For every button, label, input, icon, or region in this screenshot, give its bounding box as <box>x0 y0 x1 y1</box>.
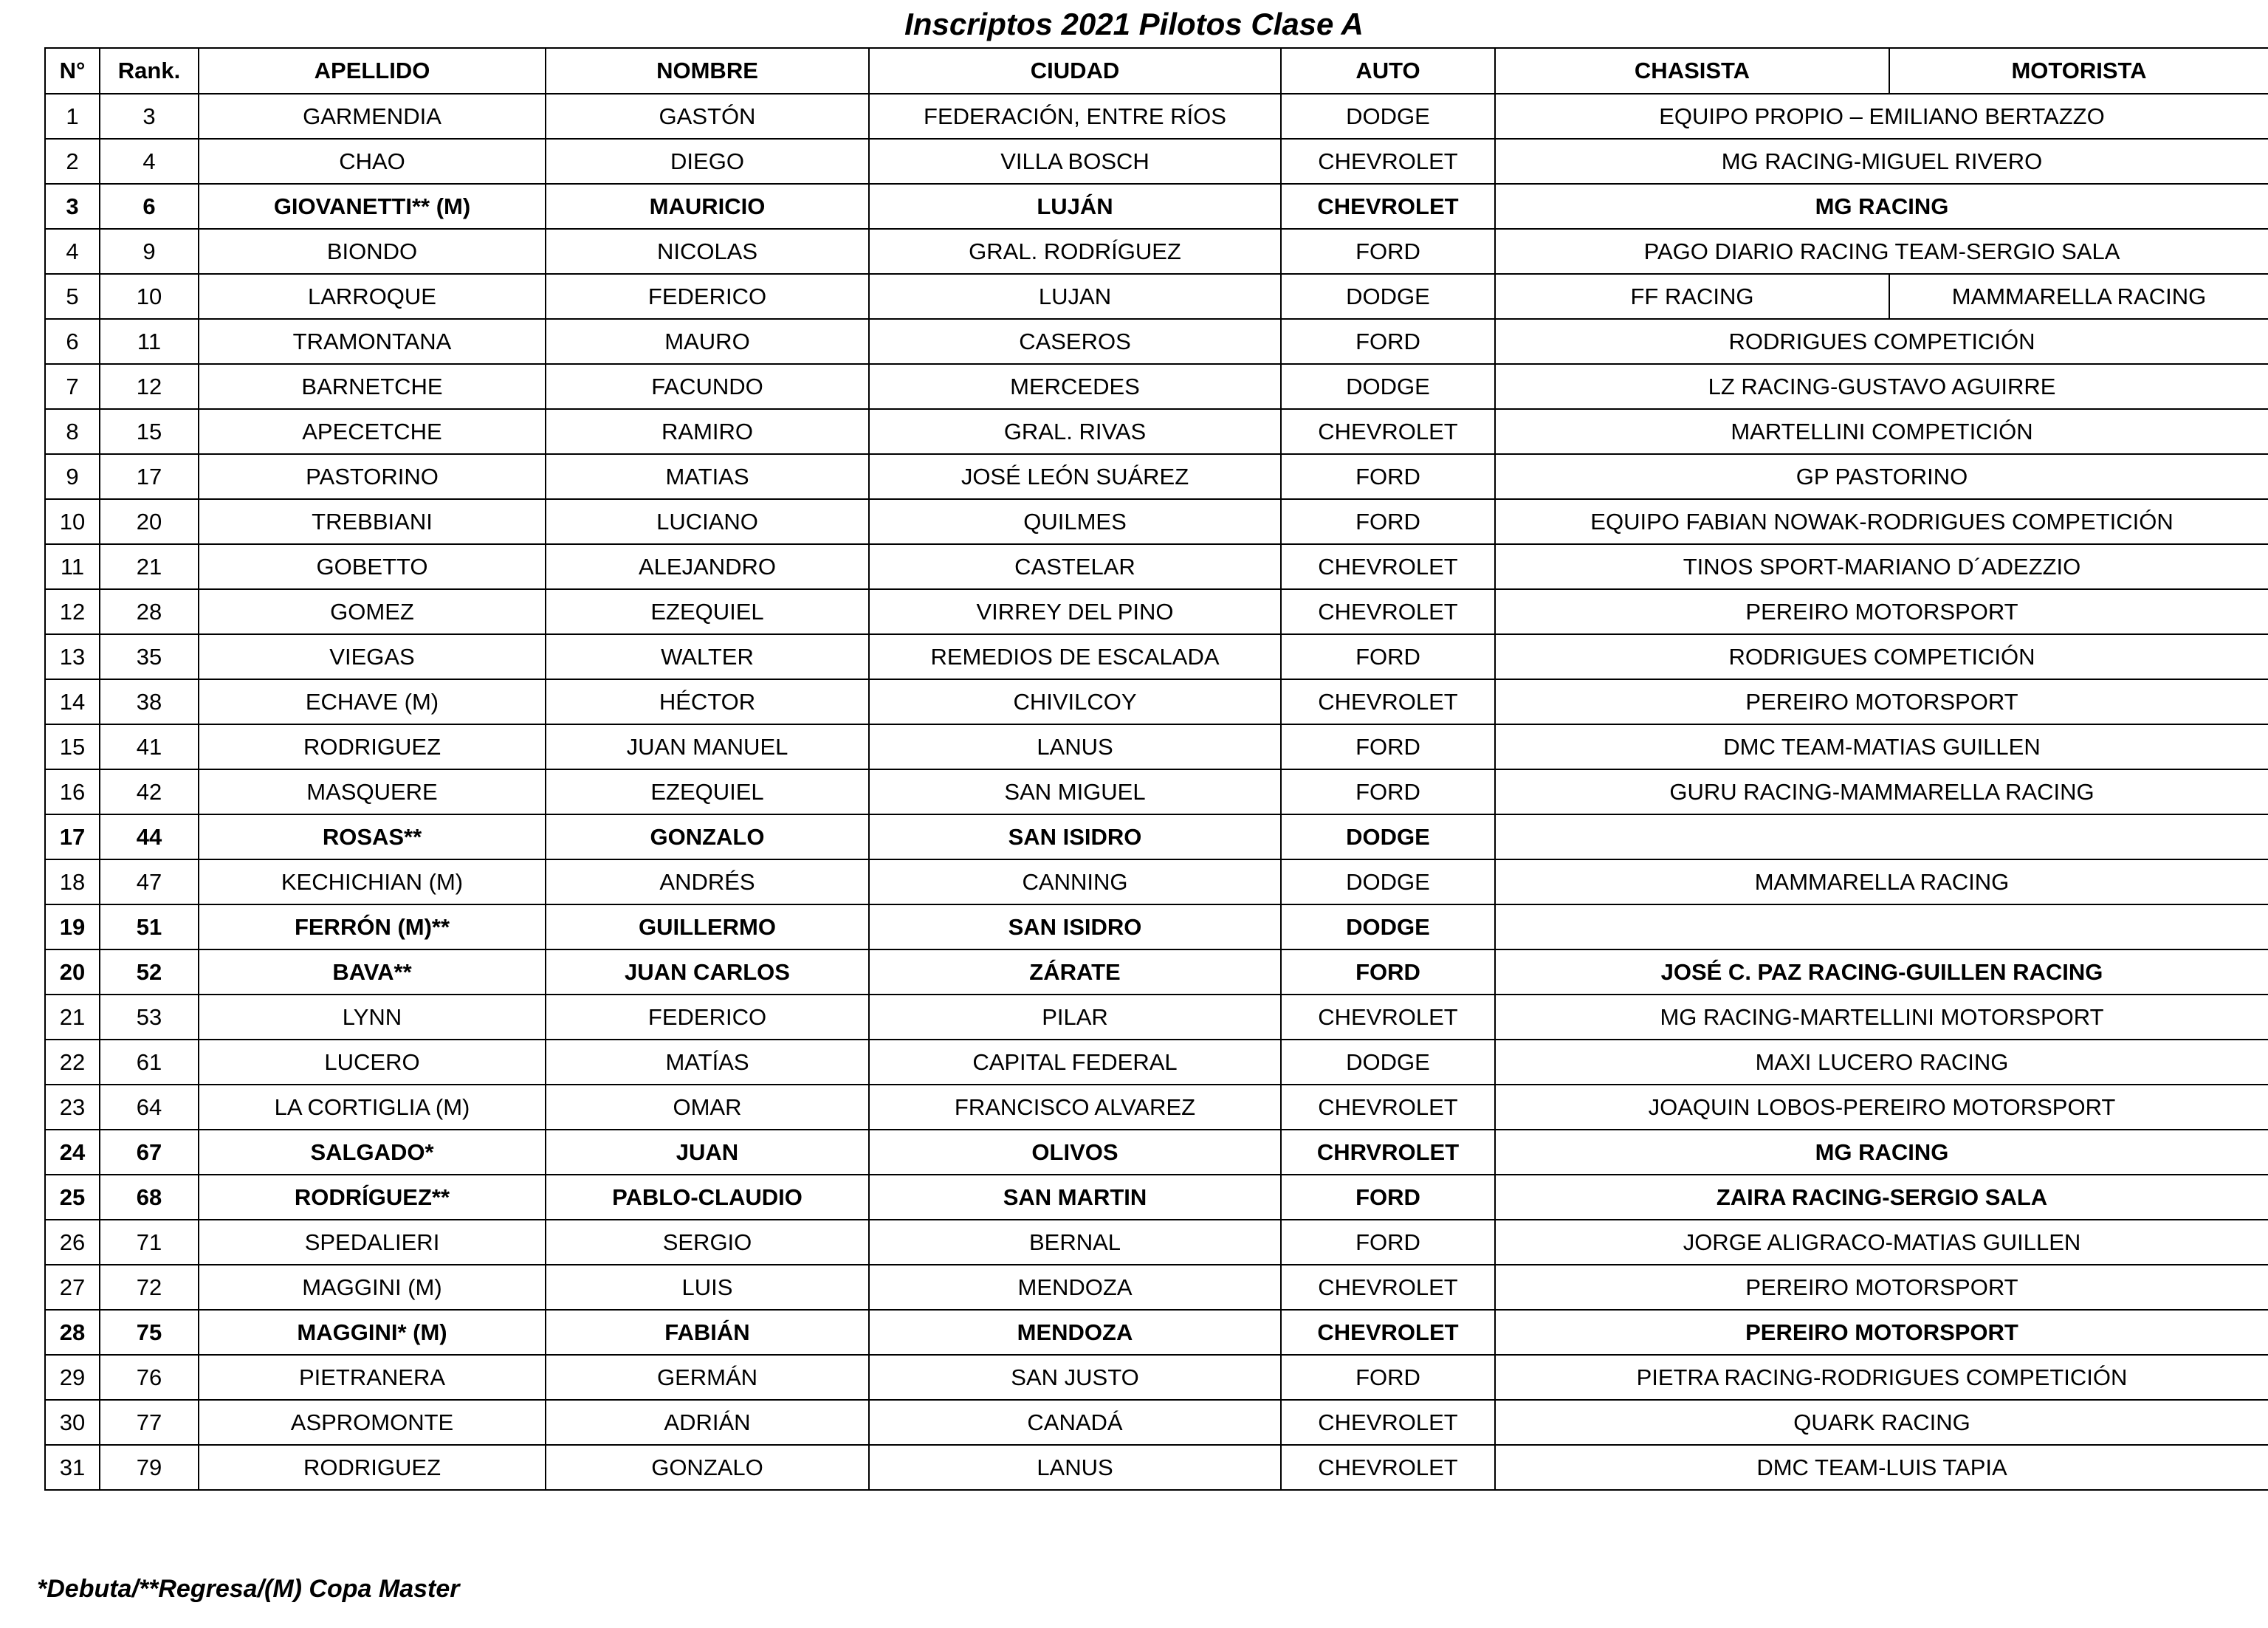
cell-num: 11 <box>45 544 100 589</box>
cell-team: QUARK RACING <box>1495 1400 2268 1445</box>
cell-num: 1 <box>45 94 100 139</box>
cell-num: 14 <box>45 679 100 724</box>
cell-ciudad: LUJAN <box>869 274 1281 319</box>
cell-num: 22 <box>45 1040 100 1085</box>
cell-team: PEREIRO MOTORSPORT <box>1495 679 2268 724</box>
cell-ciudad: GRAL. RIVAS <box>869 409 1281 454</box>
cell-apellido: ROSAS** <box>199 814 546 859</box>
cell-nombre: GUILLERMO <box>546 904 869 949</box>
table-row <box>45 769 2268 814</box>
cell-num: 20 <box>45 949 100 995</box>
cell-auto: CHEVROLET <box>1281 409 1495 454</box>
table-row <box>45 1085 2268 1130</box>
cell-apellido: ECHAVE (M) <box>199 679 546 724</box>
cell-team: MG RACING-MIGUEL RIVERO <box>1495 139 2268 184</box>
cell-num: 27 <box>45 1265 100 1310</box>
header-auto: AUTO <box>1281 48 1495 94</box>
cell-auto: CHEVROLET <box>1281 1400 1495 1445</box>
cell-team: PEREIRO MOTORSPORT <box>1495 589 2268 634</box>
cell-auto: DODGE <box>1281 274 1495 319</box>
cell-ciudad: LANUS <box>869 1445 1281 1490</box>
cell-apellido: LYNN <box>199 995 546 1040</box>
cell-ciudad: JOSÉ LEÓN SUÁREZ <box>869 454 1281 499</box>
header-num: N° <box>45 48 100 94</box>
cell-apellido: ASPROMONTE <box>199 1400 546 1445</box>
cell-auto: FORD <box>1281 499 1495 544</box>
cell-nombre: MATIAS <box>546 454 869 499</box>
cell-apellido: KECHICHIAN (M) <box>199 859 546 904</box>
cell-chasista: FF RACING <box>1495 274 1889 319</box>
cell-apellido: RODRÍGUEZ** <box>199 1175 546 1220</box>
cell-rank: 38 <box>100 679 199 724</box>
cell-rank: 3 <box>100 94 199 139</box>
cell-nombre: WALTER <box>546 634 869 679</box>
cell-auto: CHEVROLET <box>1281 1085 1495 1130</box>
cell-num: 23 <box>45 1085 100 1130</box>
cell-num: 6 <box>45 319 100 364</box>
cell-apellido: SALGADO* <box>199 1130 546 1175</box>
cell-auto: DODGE <box>1281 1040 1495 1085</box>
cell-apellido: RODRIGUEZ <box>199 1445 546 1490</box>
cell-auto: CHEVROLET <box>1281 1265 1495 1310</box>
table-row <box>45 499 2268 544</box>
cell-rank: 52 <box>100 949 199 995</box>
cell-team <box>1495 904 2268 949</box>
cell-rank: 17 <box>100 454 199 499</box>
drivers-table <box>44 47 2268 1491</box>
header-nombre: NOMBRE <box>546 48 869 94</box>
table-row <box>45 94 2268 139</box>
cell-rank: 64 <box>100 1085 199 1130</box>
cell-nombre: FACUNDO <box>546 364 869 409</box>
cell-ciudad: LUJÁN <box>869 184 1281 229</box>
cell-team: TINOS SPORT-MARIANO D´ADEZZIO <box>1495 544 2268 589</box>
cell-auto: DODGE <box>1281 364 1495 409</box>
cell-rank: 67 <box>100 1130 199 1175</box>
cell-num: 10 <box>45 499 100 544</box>
cell-apellido: LUCERO <box>199 1040 546 1085</box>
cell-apellido: GIOVANETTI** (M) <box>199 184 546 229</box>
table-row <box>45 544 2268 589</box>
cell-ciudad: LANUS <box>869 724 1281 769</box>
cell-nombre: OMAR <box>546 1085 869 1130</box>
table-row <box>45 1220 2268 1265</box>
cell-apellido: CHAO <box>199 139 546 184</box>
cell-num: 28 <box>45 1310 100 1355</box>
cell-apellido: GOMEZ <box>199 589 546 634</box>
legend-note: *Debuta/**Regresa/(M) Copa Master <box>37 1575 460 1603</box>
cell-rank: 35 <box>100 634 199 679</box>
cell-apellido: SPEDALIERI <box>199 1220 546 1265</box>
cell-apellido: MAGGINI* (M) <box>199 1310 546 1355</box>
cell-apellido: GOBETTO <box>199 544 546 589</box>
cell-num: 19 <box>45 904 100 949</box>
cell-team: PEREIRO MOTORSPORT <box>1495 1265 2268 1310</box>
table-row <box>45 364 2268 409</box>
cell-apellido: GARMENDIA <box>199 94 546 139</box>
cell-apellido: BIONDO <box>199 229 546 274</box>
cell-ciudad: QUILMES <box>869 499 1281 544</box>
cell-nombre: EZEQUIEL <box>546 589 869 634</box>
cell-nombre: GASTÓN <box>546 94 869 139</box>
header-ciudad: CIUDAD <box>869 48 1281 94</box>
cell-nombre: JUAN MANUEL <box>546 724 869 769</box>
cell-team: EQUIPO FABIAN NOWAK-RODRIGUES COMPETICIÓN <box>1495 499 2268 544</box>
cell-auto: DODGE <box>1281 94 1495 139</box>
cell-rank: 10 <box>100 274 199 319</box>
cell-nombre: EZEQUIEL <box>546 769 869 814</box>
cell-rank: 79 <box>100 1445 199 1490</box>
cell-ciudad: CAPITAL FEDERAL <box>869 1040 1281 1085</box>
cell-nombre: SERGIO <box>546 1220 869 1265</box>
cell-apellido: PASTORINO <box>199 454 546 499</box>
cell-nombre: DIEGO <box>546 139 869 184</box>
table-row <box>45 184 2268 229</box>
table-row <box>45 679 2268 724</box>
cell-rank: 9 <box>100 229 199 274</box>
cell-apellido: TRAMONTANA <box>199 319 546 364</box>
cell-rank: 51 <box>100 904 199 949</box>
cell-apellido: APECETCHE <box>199 409 546 454</box>
cell-rank: 20 <box>100 499 199 544</box>
cell-apellido: VIEGAS <box>199 634 546 679</box>
cell-team: MG RACING-MARTELLINI MOTORSPORT <box>1495 995 2268 1040</box>
cell-nombre: ALEJANDRO <box>546 544 869 589</box>
cell-apellido: MASQUERE <box>199 769 546 814</box>
cell-num: 25 <box>45 1175 100 1220</box>
cell-nombre: JUAN CARLOS <box>546 949 869 995</box>
cell-nombre: JUAN <box>546 1130 869 1175</box>
cell-num: 8 <box>45 409 100 454</box>
cell-team: MAMMARELLA RACING <box>1495 859 2268 904</box>
cell-team: PIETRA RACING-RODRIGUES COMPETICIÓN <box>1495 1355 2268 1400</box>
cell-num: 2 <box>45 139 100 184</box>
table-row <box>45 229 2268 274</box>
cell-num: 3 <box>45 184 100 229</box>
table-row <box>45 1175 2268 1220</box>
cell-auto: FORD <box>1281 724 1495 769</box>
cell-nombre: LUCIANO <box>546 499 869 544</box>
cell-ciudad: VIRREY DEL PINO <box>869 589 1281 634</box>
cell-nombre: MAURO <box>546 319 869 364</box>
table-row <box>45 454 2268 499</box>
cell-ciudad: GRAL. RODRÍGUEZ <box>869 229 1281 274</box>
cell-apellido: BAVA** <box>199 949 546 995</box>
cell-rank: 44 <box>100 814 199 859</box>
cell-auto: CHEVROLET <box>1281 1310 1495 1355</box>
cell-apellido: MAGGINI (M) <box>199 1265 546 1310</box>
cell-rank: 12 <box>100 364 199 409</box>
cell-auto: CHEVROLET <box>1281 544 1495 589</box>
cell-ciudad: ZÁRATE <box>869 949 1281 995</box>
cell-ciudad: OLIVOS <box>869 1130 1281 1175</box>
cell-auto: FORD <box>1281 454 1495 499</box>
cell-rank: 77 <box>100 1400 199 1445</box>
cell-nombre: GERMÁN <box>546 1355 869 1400</box>
header-motorista: MOTORISTA <box>1889 48 2268 94</box>
cell-rank: 71 <box>100 1220 199 1265</box>
document-title: Inscriptos 2021 Pilotos Clase A <box>904 7 1364 41</box>
table-row <box>45 724 2268 769</box>
cell-auto: FORD <box>1281 1175 1495 1220</box>
cell-rank: 6 <box>100 184 199 229</box>
cell-rank: 72 <box>100 1265 199 1310</box>
cell-rank: 61 <box>100 1040 199 1085</box>
cell-rank: 42 <box>100 769 199 814</box>
cell-nombre: GONZALO <box>546 1445 869 1490</box>
cell-auto: FORD <box>1281 229 1495 274</box>
cell-team: GURU RACING-MAMMARELLA RACING <box>1495 769 2268 814</box>
header-row <box>45 48 2268 94</box>
cell-num: 17 <box>45 814 100 859</box>
cell-rank: 53 <box>100 995 199 1040</box>
cell-auto: CHEVROLET <box>1281 184 1495 229</box>
cell-ciudad: CANADÁ <box>869 1400 1281 1445</box>
table-row <box>45 274 2268 319</box>
cell-apellido: RODRIGUEZ <box>199 724 546 769</box>
table-row <box>45 859 2268 904</box>
cell-apellido: LARROQUE <box>199 274 546 319</box>
cell-nombre: LUIS <box>546 1265 869 1310</box>
cell-rank: 68 <box>100 1175 199 1220</box>
cell-team: PAGO DIARIO RACING TEAM-SERGIO SALA <box>1495 229 2268 274</box>
cell-nombre: FABIÁN <box>546 1310 869 1355</box>
cell-ciudad: SAN ISIDRO <box>869 814 1281 859</box>
cell-nombre: FEDERICO <box>546 995 869 1040</box>
cell-ciudad: SAN JUSTO <box>869 1355 1281 1400</box>
cell-team: RODRIGUES COMPETICIÓN <box>1495 319 2268 364</box>
cell-num: 4 <box>45 229 100 274</box>
table-row <box>45 814 2268 859</box>
cell-team: RODRIGUES COMPETICIÓN <box>1495 634 2268 679</box>
cell-nombre: MATÍAS <box>546 1040 869 1085</box>
table-row <box>45 949 2268 995</box>
cell-num: 21 <box>45 995 100 1040</box>
cell-rank: 41 <box>100 724 199 769</box>
cell-num: 15 <box>45 724 100 769</box>
cell-apellido: PIETRANERA <box>199 1355 546 1400</box>
cell-apellido: TREBBIANI <box>199 499 546 544</box>
cell-num: 13 <box>45 634 100 679</box>
cell-auto: FORD <box>1281 634 1495 679</box>
cell-nombre: FEDERICO <box>546 274 869 319</box>
cell-motorista: MAMMARELLA RACING <box>1889 274 2268 319</box>
cell-ciudad: MENDOZA <box>869 1265 1281 1310</box>
cell-rank: 21 <box>100 544 199 589</box>
table-row <box>45 589 2268 634</box>
table-row <box>45 319 2268 364</box>
table-row <box>45 904 2268 949</box>
header-chasista: CHASISTA <box>1495 48 1889 94</box>
cell-team: MG RACING <box>1495 184 2268 229</box>
cell-auto: DODGE <box>1281 904 1495 949</box>
cell-auto: CHEVROLET <box>1281 1445 1495 1490</box>
table-row <box>45 1445 2268 1490</box>
table-row <box>45 1355 2268 1400</box>
table-body <box>45 94 2268 1490</box>
cell-nombre: ANDRÉS <box>546 859 869 904</box>
table-row <box>45 1130 2268 1175</box>
cell-auto: CHRVROLET <box>1281 1130 1495 1175</box>
cell-ciudad: MENDOZA <box>869 1310 1281 1355</box>
cell-auto: FORD <box>1281 1220 1495 1265</box>
cell-rank: 28 <box>100 589 199 634</box>
cell-team: PEREIRO MOTORSPORT <box>1495 1310 2268 1355</box>
cell-num: 26 <box>45 1220 100 1265</box>
table-row <box>45 1400 2268 1445</box>
cell-auto: CHEVROLET <box>1281 589 1495 634</box>
cell-ciudad: FRANCISCO ALVAREZ <box>869 1085 1281 1130</box>
cell-team: DMC TEAM-LUIS TAPIA <box>1495 1445 2268 1490</box>
table-row <box>45 634 2268 679</box>
cell-apellido: FERRÓN (M)** <box>199 904 546 949</box>
cell-team: LZ RACING-GUSTAVO AGUIRRE <box>1495 364 2268 409</box>
cell-nombre: ADRIÁN <box>546 1400 869 1445</box>
cell-ciudad: CHIVILCOY <box>869 679 1281 724</box>
cell-num: 24 <box>45 1130 100 1175</box>
table-row <box>45 1310 2268 1355</box>
cell-rank: 47 <box>100 859 199 904</box>
cell-num: 9 <box>45 454 100 499</box>
cell-rank: 4 <box>100 139 199 184</box>
cell-rank: 76 <box>100 1355 199 1400</box>
cell-ciudad: VILLA BOSCH <box>869 139 1281 184</box>
table-row <box>45 1040 2268 1085</box>
cell-team: JOSÉ C. PAZ RACING-GUILLEN RACING <box>1495 949 2268 995</box>
cell-auto: CHEVROLET <box>1281 995 1495 1040</box>
cell-ciudad: BERNAL <box>869 1220 1281 1265</box>
cell-rank: 11 <box>100 319 199 364</box>
header-apellido: APELLIDO <box>199 48 546 94</box>
cell-team <box>1495 814 2268 859</box>
cell-num: 7 <box>45 364 100 409</box>
table-row <box>45 409 2268 454</box>
cell-nombre: NICOLAS <box>546 229 869 274</box>
cell-ciudad: CASTELAR <box>869 544 1281 589</box>
table-row <box>45 995 2268 1040</box>
cell-num: 29 <box>45 1355 100 1400</box>
cell-team: GP PASTORINO <box>1495 454 2268 499</box>
cell-rank: 75 <box>100 1310 199 1355</box>
cell-nombre: GONZALO <box>546 814 869 859</box>
cell-ciudad: CANNING <box>869 859 1281 904</box>
cell-ciudad: MERCEDES <box>869 364 1281 409</box>
cell-ciudad: CASEROS <box>869 319 1281 364</box>
cell-team: MAXI LUCERO RACING <box>1495 1040 2268 1085</box>
cell-num: 5 <box>45 274 100 319</box>
cell-apellido: BARNETCHE <box>199 364 546 409</box>
cell-auto: FORD <box>1281 319 1495 364</box>
cell-ciudad: SAN MARTIN <box>869 1175 1281 1220</box>
cell-auto: DODGE <box>1281 814 1495 859</box>
cell-ciudad: REMEDIOS DE ESCALADA <box>869 634 1281 679</box>
cell-auto: FORD <box>1281 1355 1495 1400</box>
table-row <box>45 1265 2268 1310</box>
cell-num: 18 <box>45 859 100 904</box>
cell-ciudad: FEDERACIÓN, ENTRE RÍOS <box>869 94 1281 139</box>
cell-ciudad: PILAR <box>869 995 1281 1040</box>
cell-team: EQUIPO PROPIO – EMILIANO BERTAZZO <box>1495 94 2268 139</box>
cell-num: 16 <box>45 769 100 814</box>
cell-auto: DODGE <box>1281 859 1495 904</box>
cell-rank: 15 <box>100 409 199 454</box>
cell-nombre: HÉCTOR <box>546 679 869 724</box>
cell-team: MG RACING <box>1495 1130 2268 1175</box>
cell-auto: FORD <box>1281 769 1495 814</box>
cell-team: JORGE ALIGRACO-MATIAS GUILLEN <box>1495 1220 2268 1265</box>
cell-auto: CHEVROLET <box>1281 679 1495 724</box>
cell-nombre: MAURICIO <box>546 184 869 229</box>
cell-ciudad: SAN MIGUEL <box>869 769 1281 814</box>
cell-auto: CHEVROLET <box>1281 139 1495 184</box>
cell-team: MARTELLINI COMPETICIÓN <box>1495 409 2268 454</box>
table-row <box>45 139 2268 184</box>
cell-ciudad: SAN ISIDRO <box>869 904 1281 949</box>
header-rank: Rank. <box>100 48 199 94</box>
cell-num: 12 <box>45 589 100 634</box>
cell-team: ZAIRA RACING-SERGIO SALA <box>1495 1175 2268 1220</box>
cell-auto: FORD <box>1281 949 1495 995</box>
cell-nombre: PABLO-CLAUDIO <box>546 1175 869 1220</box>
cell-nombre: RAMIRO <box>546 409 869 454</box>
cell-num: 30 <box>45 1400 100 1445</box>
cell-num: 31 <box>45 1445 100 1490</box>
cell-team: JOAQUIN LOBOS-PEREIRO MOTORSPORT <box>1495 1085 2268 1130</box>
cell-team: DMC TEAM-MATIAS GUILLEN <box>1495 724 2268 769</box>
cell-apellido: LA CORTIGLIA (M) <box>199 1085 546 1130</box>
